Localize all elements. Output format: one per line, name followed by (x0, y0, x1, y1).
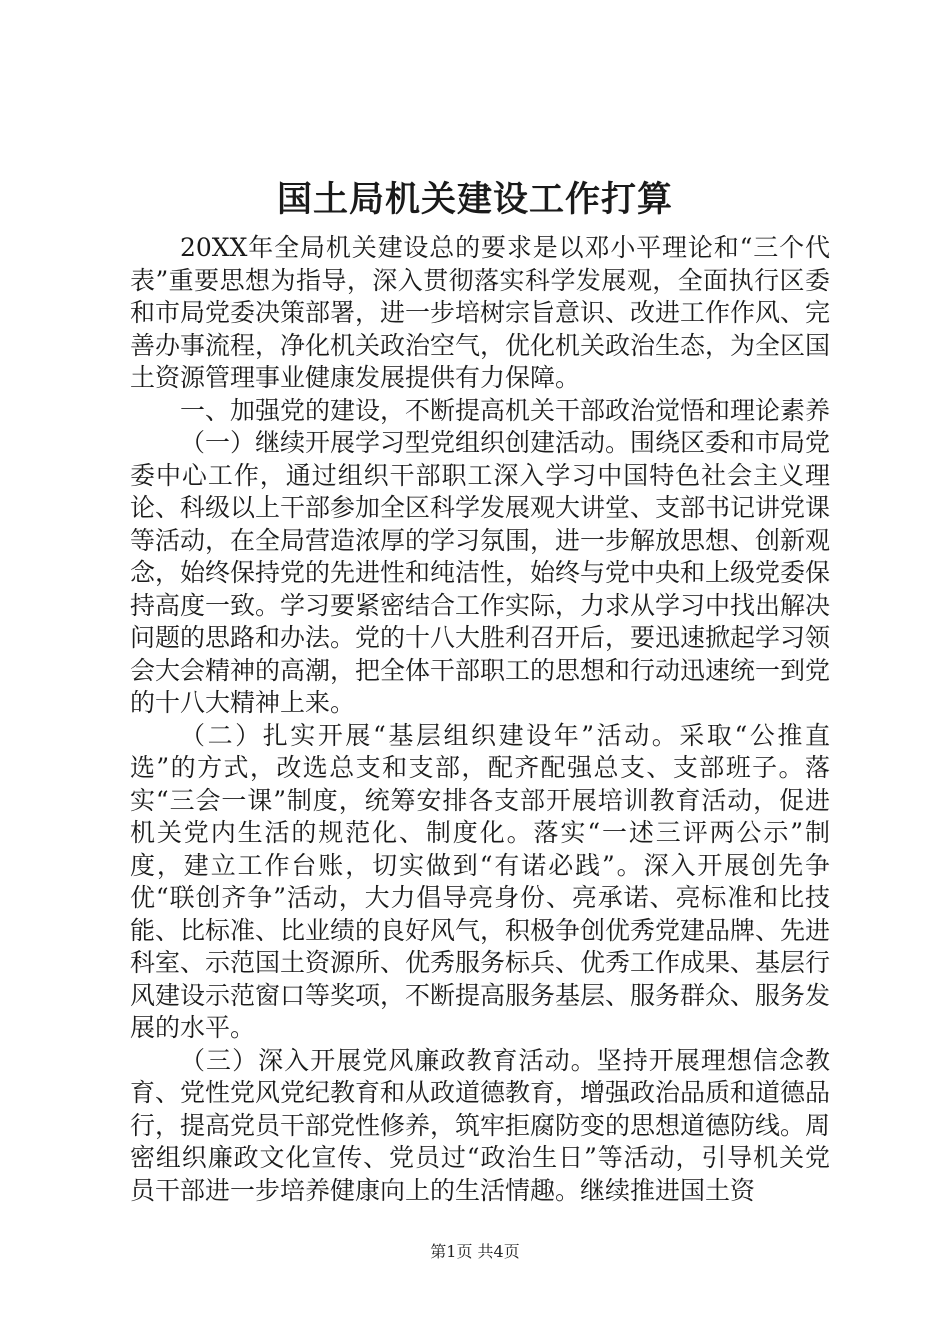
paragraph-item-2: （二）扎实开展“基层组织建设年”活动。采取“公推直选”的方式，改选总支和支部，配齐配强总支、支部班子。落实“三会一课”制度，统筹安排各支部开展培训教育活动，促进机关党内生活的规范化、制度化。落实“一述三评两公示”制度，建立工作台账，切实做到“有诺必践”。深入开展创先争优“联创齐争”活动，大力倡导亮身份、亮承诺、亮标准和比技能、比标准、比业绩的良好风气，积极争创优秀党建品牌、先进科室、示范国土资源所、优秀服务标兵、优秀工作成果、基层行风建设示范窗口等奖项，不断提高服务基层、服务群众、服务发展的水平。 (130, 720, 831, 1042)
paragraph-item-1: （一）继续开展学习型党组织创建活动。围绕区委和市局党委中心工作，通过组织干部职工深入学习中国特色社会主义理论、科级以上干部参加全区科学发展观大讲堂、支部书记讲党课等活动，在全局营造浓厚的学习氛围，进一步解放思想、创新观念，始终保持党的先进性和纯洁性，始终与党中央和上级党委保持高度一致。学习要紧密结合工作实际，力求从学习中找出解决问题的思路和办法。党的十八大胜利召开后，要迅速掀起学习领会大会精神的高潮，把全体干部职工的思想和行动迅速统一到党的十八大精神上来。 (130, 428, 831, 717)
page-number-footer: 第1页 共4页 (430, 1242, 520, 1261)
paragraph-intro: 20XX年全局机关建设总的要求是以邓小平理论和“三个代表”重要思想为指导，深入贯彻落实科学发展观，全面执行区委和市局党委决策部署，进一步培树宗旨意识、改进工作作风、完善办事流程，净化机关政治空气，优化机关政治生态，为全区国土资源管理事业健康发展提供有力保障。 (130, 233, 831, 392)
section-heading-1: 一、加强党的建设，不断提高机关干部政治觉悟和理论素养 (180, 395, 831, 425)
document-body (130, 232, 830, 1207)
paragraph-item-3: （三）深入开展党风廉政教育活动。坚持开展理想信念教育、党性党风党纪教育和从政道德教育，增强政治品质和道德品行，提高党员干部党性修养，筑牢拒腐防变的思想道德防线。周密组织廉政文化宣传、党员过“政治生日”等活动，引导机关党员干部进一步培养健康向上的生活情趣。继续推进国土资 (130, 1045, 831, 1205)
document-title: 国土局机关建设工作打算 (276, 179, 673, 220)
